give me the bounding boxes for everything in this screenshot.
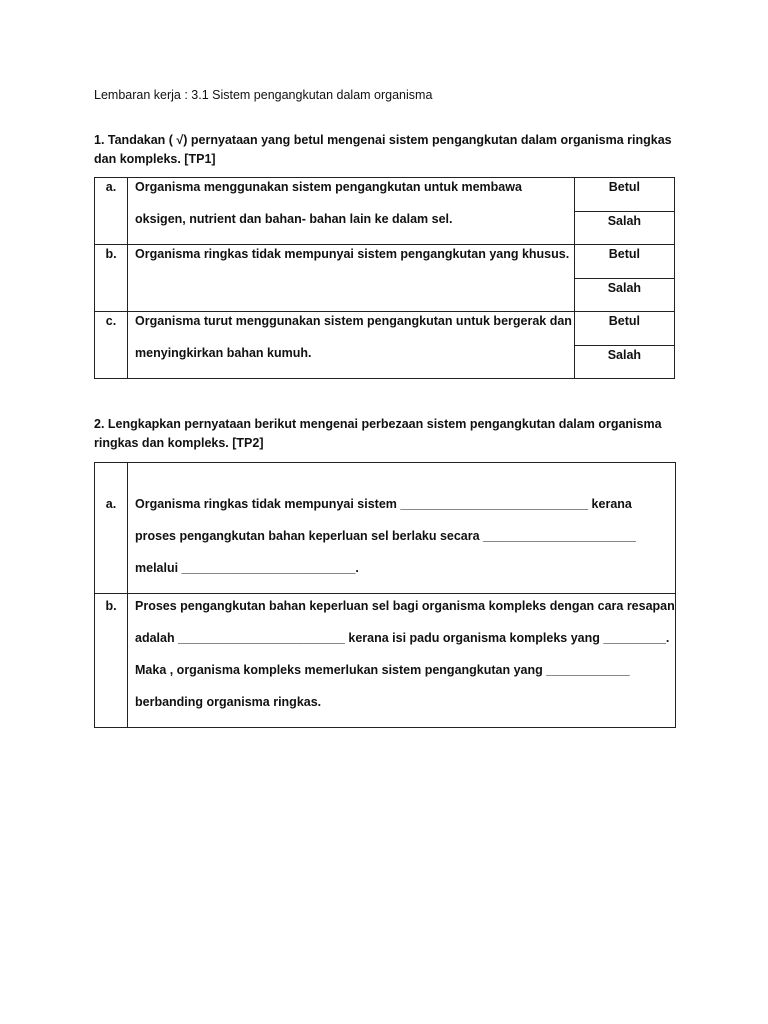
question-2-table — [94, 462, 676, 728]
betul-option[interactable]: Betul — [574, 312, 674, 346]
salah-option[interactable]: Salah — [574, 211, 674, 245]
row-letter: b. — [95, 245, 128, 312]
statement-cell — [128, 245, 575, 312]
statement-line: Organisma menggunakan sistem pengangkutan untuk membawa — [135, 180, 522, 194]
statement-line: Maka , organisma kompleks memerlukan sistem pengangkutan yang ____________ — [135, 663, 630, 677]
row-letter: a. — [95, 178, 128, 245]
question-2-instruction: 2. Lengkapkan pernyataan berikut mengenai perbezaan sistem pengangkutan dalam organisma ringkas dan kompleks. [TP2] — [94, 417, 662, 450]
statement-line: adalah ________________________ kerana isi padu organisma kompleks yang _________. — [135, 631, 670, 645]
statement-line: melalui _________________________. — [135, 561, 359, 575]
statement-line: Proses pengangkutan bahan keperluan sel bagi organisma kompleks dengan cara resapan — [135, 599, 675, 613]
fill-in-statement[interactable] — [128, 594, 676, 728]
statement-line: berbanding organisma ringkas. — [135, 695, 322, 709]
row-letter: a. — [95, 463, 128, 594]
salah-option[interactable]: Salah — [574, 345, 674, 379]
question-1-row-c — [95, 312, 675, 346]
question-1-row-a — [95, 178, 675, 212]
statement-line: proses pengangkutan bahan keperluan sel berlaku secara ______________________ — [135, 529, 636, 543]
question-1-row-b — [95, 245, 675, 279]
betul-option[interactable]: Betul — [574, 245, 674, 279]
betul-option[interactable]: Betul — [574, 178, 674, 212]
question-2-row-b — [95, 594, 676, 728]
statement-cell — [128, 312, 575, 379]
statement-line: oksigen, nutrient dan bahan- bahan lain ke dalam sel. — [135, 212, 453, 226]
question-1-table — [94, 177, 675, 379]
worksheet-title: Lembaran kerja : 3.1 Sistem pengangkutan dalam organisma — [94, 88, 433, 102]
statement-line: Organisma turut menggunakan sistem pengangkutan untuk bergerak dan — [135, 314, 572, 328]
statement-cell — [128, 178, 575, 245]
salah-option[interactable]: Salah — [574, 278, 674, 312]
statement-line: Organisma ringkas tidak mempunyai sistem pengangkutan yang khusus. — [135, 247, 570, 261]
question-1-instruction: 1. Tandakan ( √) pernyataan yang betul mengenai sistem pengangkutan dalam organisma ringkas dan kompleks. [TP1] — [94, 133, 672, 166]
statement-line: Organisma ringkas tidak mempunyai sistem ___________________________ kerana — [135, 497, 632, 511]
question-2-row-a — [95, 463, 676, 594]
row-letter: c. — [95, 312, 128, 379]
statement-line: menyingkirkan bahan kumuh. — [135, 346, 312, 360]
row-letter: b. — [95, 594, 128, 728]
fill-in-statement[interactable] — [128, 463, 676, 594]
statement-line — [135, 279, 568, 311]
